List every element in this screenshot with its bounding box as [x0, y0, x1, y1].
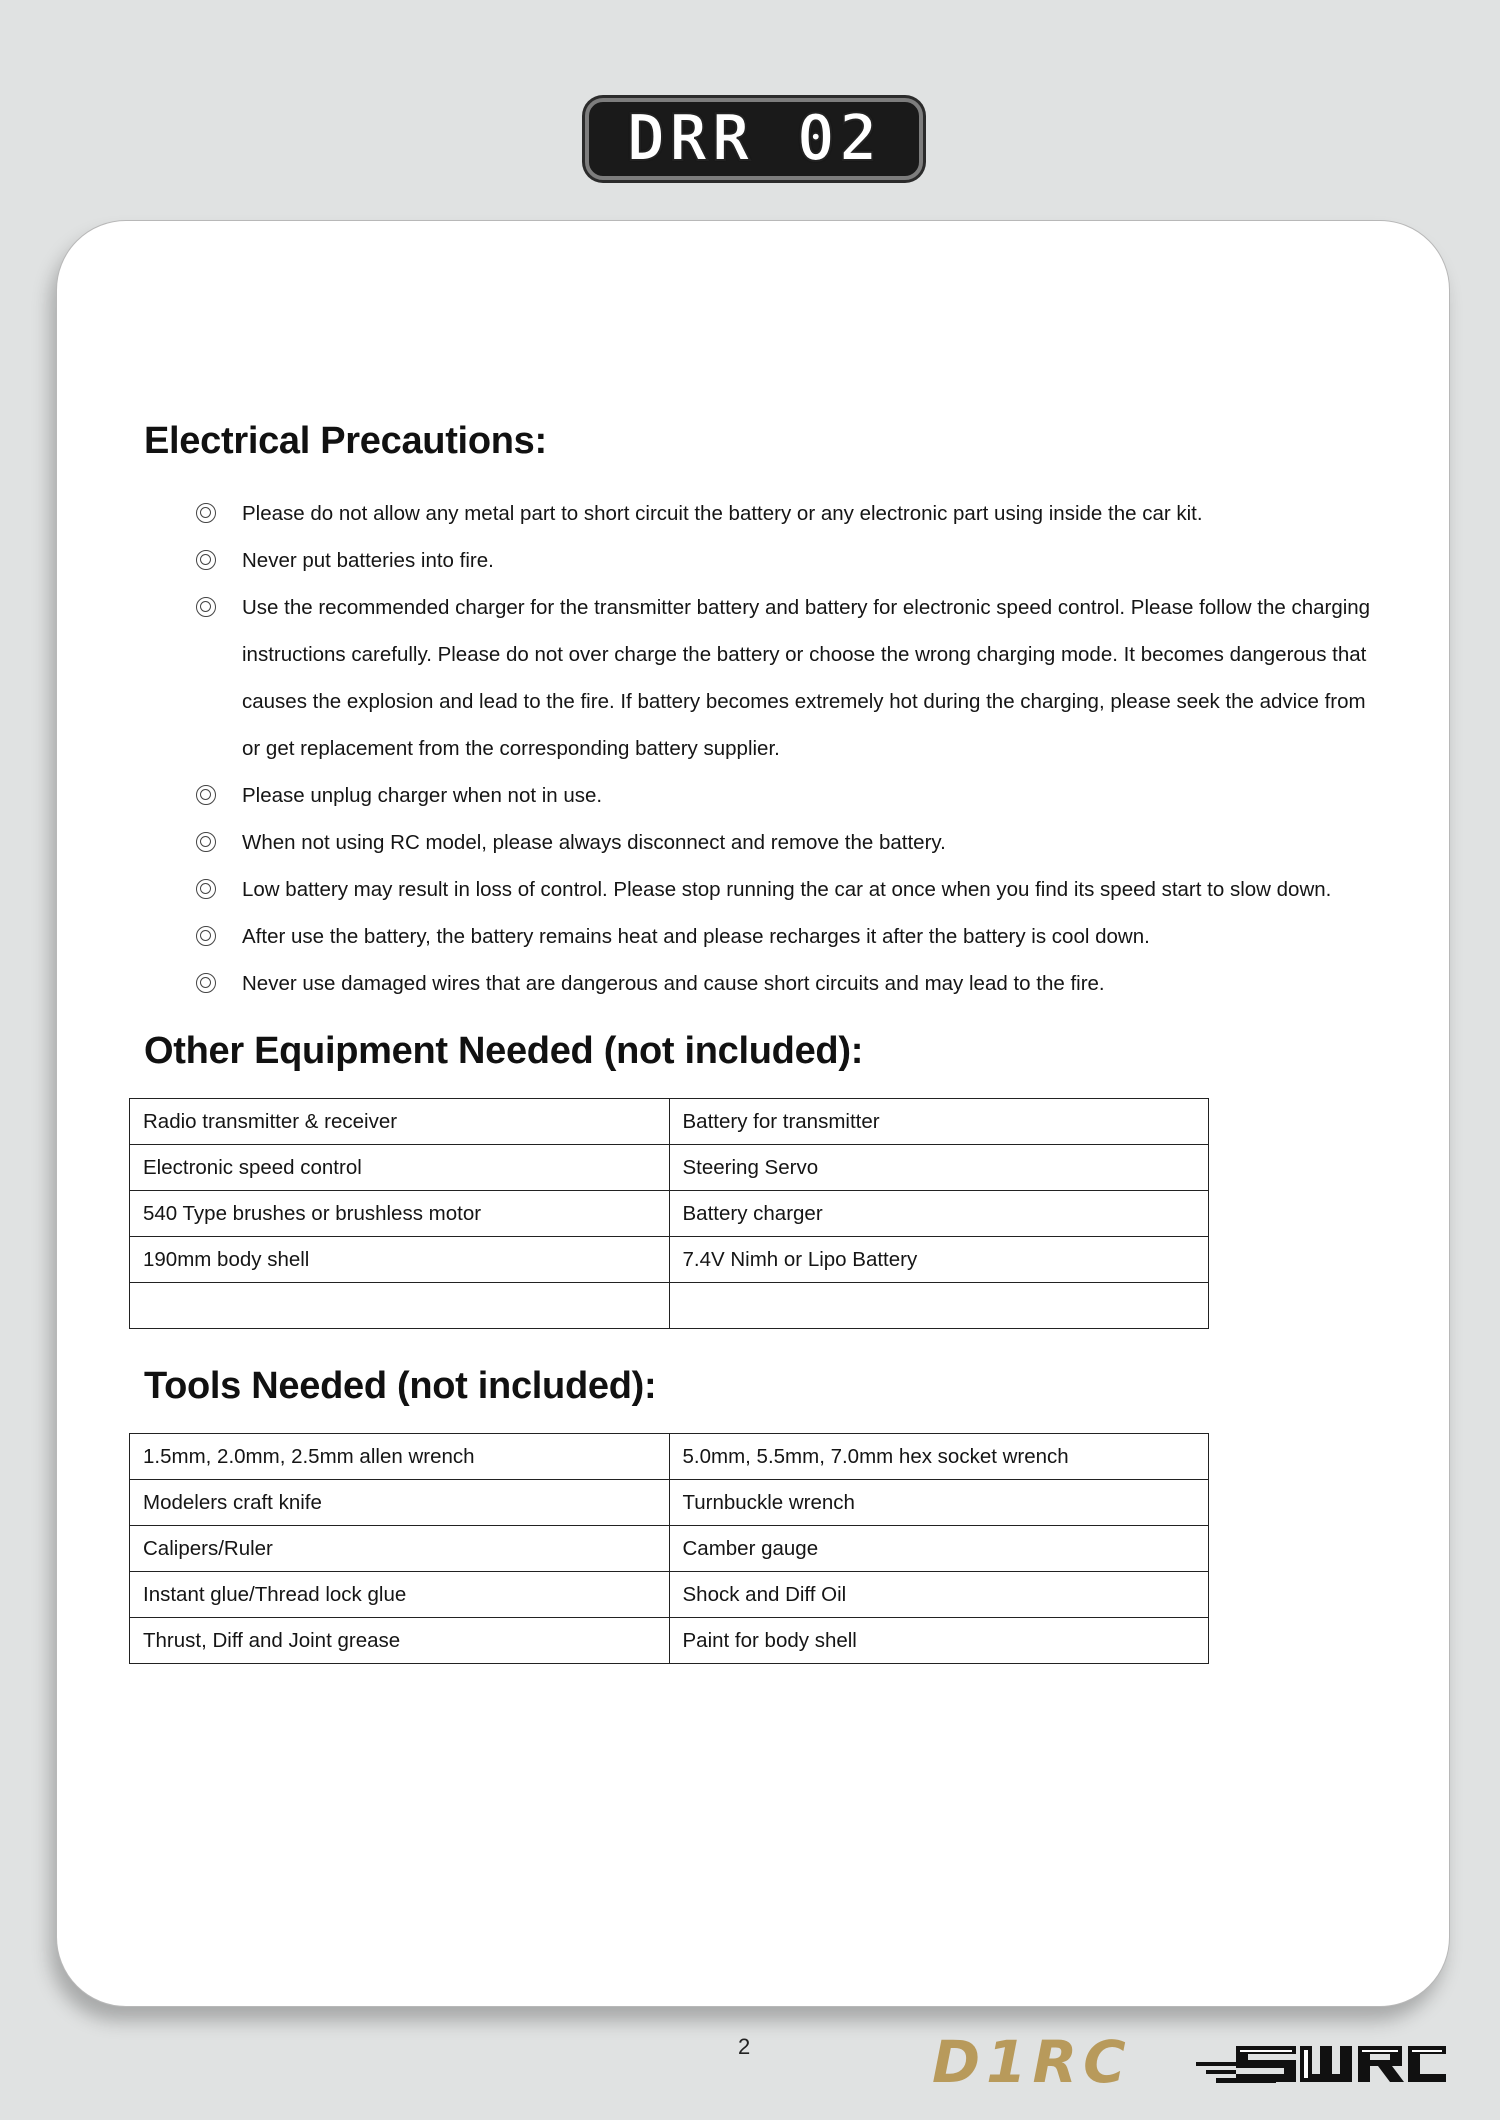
table-cell: Camber gauge: [669, 1526, 1209, 1572]
d1rc-brand-logo: D1RC: [932, 2028, 1132, 2096]
table-cell: Shock and Diff Oil: [669, 1572, 1209, 1618]
drr02-logo: [585, 98, 923, 180]
list-item-text: Please do not allow any metal part to short circuit the battery or any electronic part using inside the car kit.: [242, 502, 1203, 525]
table-cell: 540 Type brushes or brushless motor: [130, 1191, 670, 1237]
table-cell: 1.5mm, 2.0mm, 2.5mm allen wrench: [130, 1434, 670, 1480]
list-item-text: Please unplug charger when not in use.: [242, 784, 603, 807]
list-item: [196, 866, 1376, 913]
other-equipment-heading: Other Equipment Needed (not included):: [144, 1030, 864, 1072]
table-cell: Electronic speed control: [130, 1145, 670, 1191]
list-item-text: Low battery may result in loss of control. Please stop running the car at once when you find its speed start to slow down.: [242, 878, 1332, 901]
table-row: [130, 1526, 1209, 1572]
table-row: [130, 1434, 1209, 1480]
list-item: [196, 490, 1376, 537]
table-cell: Paint for body shell: [669, 1618, 1209, 1664]
table-cell: Radio transmitter & receiver: [130, 1099, 670, 1145]
table-cell: Thrust, Diff and Joint grease: [130, 1618, 670, 1664]
table-cell: Battery for transmitter: [669, 1099, 1209, 1145]
double-circle-bullet-icon: [196, 597, 216, 617]
list-item-text: Never put batteries into fire.: [242, 549, 494, 572]
double-circle-bullet-icon: [196, 503, 216, 523]
table-cell: 190mm body shell: [130, 1237, 670, 1283]
swrc-brand-logo: [1196, 2040, 1446, 2088]
list-item: [196, 772, 1376, 819]
list-item: [196, 819, 1376, 866]
list-item-text: Use the recommended charger for the transmitter battery and battery for electronic speed control. Please follow the charging instructions carefully. Please do not over charge the battery or choose the wrong charging mode. It becomes dangerous that causes the explosion and lead to the fire. If battery becomes extremely hot during the charging, please seek the advice from or get replacement from the corresponding battery supplier.: [242, 596, 1371, 760]
table-row: [130, 1237, 1209, 1283]
table-row: [130, 1283, 1209, 1329]
other-equipment-table: [129, 1098, 1209, 1329]
table-cell: 7.4V Nimh or Lipo Battery: [669, 1237, 1209, 1283]
double-circle-bullet-icon: [196, 926, 216, 946]
table-cell: Modelers craft knife: [130, 1480, 670, 1526]
table-cell: Turnbuckle wrench: [669, 1480, 1209, 1526]
list-item: [196, 584, 1376, 772]
logo-text: DRR 02: [626, 102, 882, 176]
double-circle-bullet-icon: [196, 785, 216, 805]
table-cell: [669, 1283, 1209, 1329]
table-cell: Calipers/Ruler: [130, 1526, 670, 1572]
double-circle-bullet-icon: [196, 973, 216, 993]
table-row: [130, 1572, 1209, 1618]
electrical-precautions-list: [196, 490, 1376, 1007]
list-item: [196, 537, 1376, 584]
table-cell: 5.0mm, 5.5mm, 7.0mm hex socket wrench: [669, 1434, 1209, 1480]
table-cell: Instant glue/Thread lock glue: [130, 1572, 670, 1618]
list-item-text: Never use damaged wires that are dangerous and cause short circuits and may lead to the fire.: [242, 972, 1105, 995]
table-cell: Steering Servo: [669, 1145, 1209, 1191]
tools-needed-table: [129, 1433, 1209, 1664]
electrical-precautions-heading: Electrical Precautions:: [144, 420, 547, 462]
double-circle-bullet-icon: [196, 550, 216, 570]
double-circle-bullet-icon: [196, 832, 216, 852]
tools-needed-heading: Tools Needed (not included):: [144, 1365, 657, 1407]
table-row: [130, 1480, 1209, 1526]
page-number: 2: [738, 2034, 751, 2059]
list-item-text: After use the battery, the battery remains heat and please recharges it after the battery is cool down.: [242, 925, 1150, 948]
table-row: [130, 1191, 1209, 1237]
table-row: [130, 1145, 1209, 1191]
table-row: [130, 1099, 1209, 1145]
list-item: [196, 960, 1376, 1007]
double-circle-bullet-icon: [196, 879, 216, 899]
table-cell: Battery charger: [669, 1191, 1209, 1237]
list-item-text: When not using RC model, please always disconnect and remove the battery.: [242, 831, 946, 854]
table-row: [130, 1618, 1209, 1664]
list-item: [196, 913, 1376, 960]
table-cell: [130, 1283, 670, 1329]
